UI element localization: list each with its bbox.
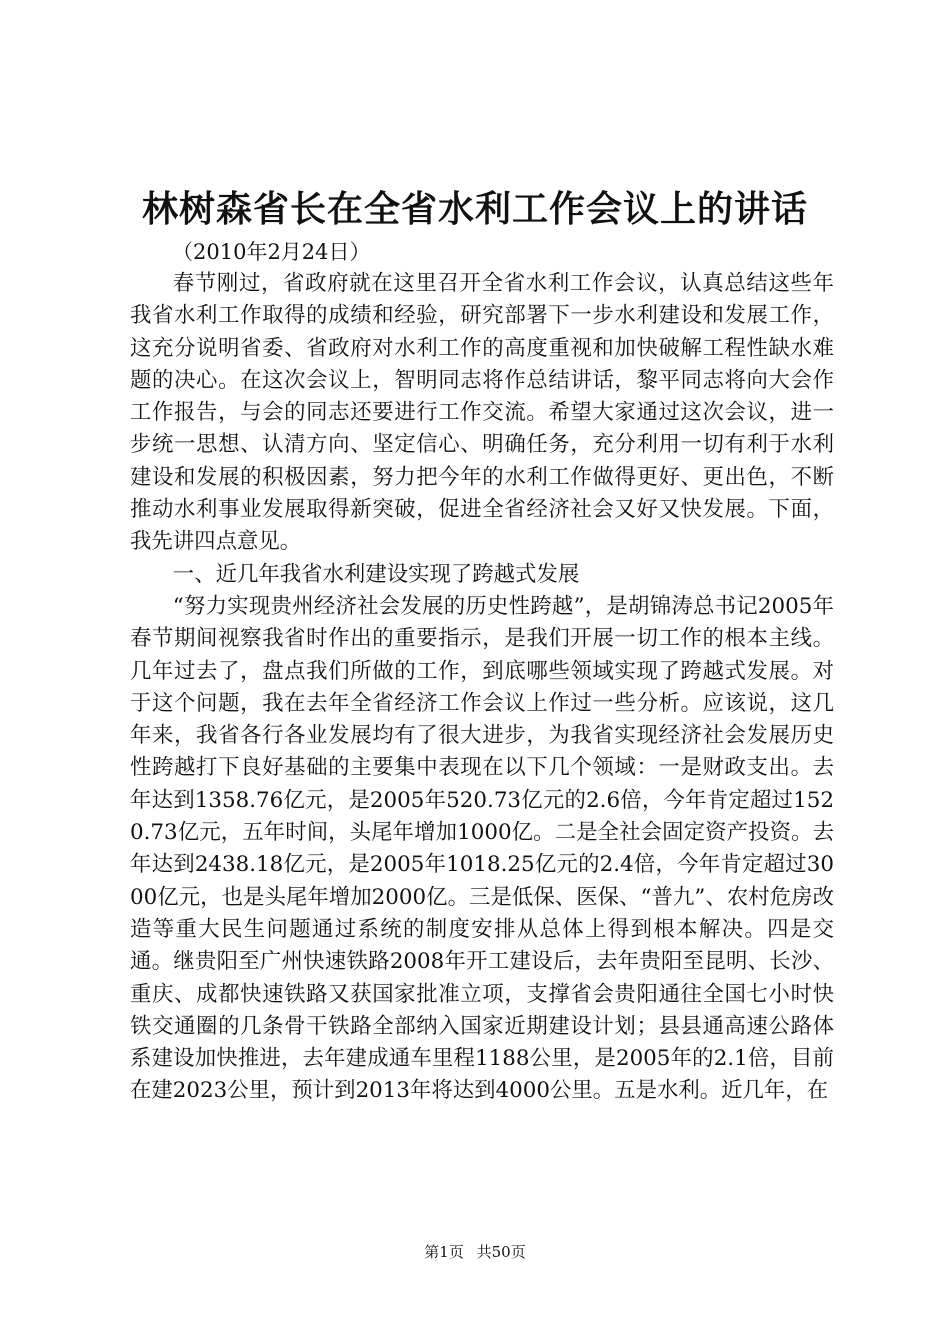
page-footer <box>0 1240 950 1264</box>
section-heading: 一、近几年我省水利建设实现了跨越式发展 <box>172 561 580 587</box>
page-total: 共50页 <box>476 1243 526 1261</box>
document-date: （2010年2月24日） <box>172 240 371 264</box>
document-title: 林树森省长在全省水利工作会议上的讲话 <box>141 189 808 230</box>
page-number: 第1页 <box>424 1243 464 1261</box>
section-paragraph: “努力实现贵州经济社会发展的历史性跨越”，是胡锦涛总书记2005年春节期间视察我省时作出的重要指示，是我们开展一切工作的根本主线。几年过去了，盘点我们所做的工作，到底哪些领域实现了跨越式发展。对于这个问题，我在去年全省经济工作会议上作过一些分析。应该说，这几年来，我省各行各业发展均有了很大进步，为我省实现经济社会发展历史性跨越打下良好基础的主要集中表现在以下几个领域：一是财政支出。去年达到1358.76亿元，是2005年520.73亿元的2.6倍，今年肯定超过1520.73亿元，五年时间，头尾年增加1000亿。二是全社会固定资产投资。去年达到2438.18亿元，是2005年1018.25亿元的2.4倍，今年肯定超过3000亿元，也是头尾年增加2000亿。三是低保、医保、“普九”、农村危房改造等重大民生问题通过系统的制度安排从总体上得到根本解决。四是交通。继贵阳至广州快速铁路2008年开工建设后，去年贵阳至昆明、长沙、重庆、成都快速铁路又获国家批准立项，支撑省会贵阳通往全国七小时快铁交通圈的几条骨干铁路全部纳入国家近期建设计划；县县通高速公路体系建设加快推进，去年建成通车里程1188公里，是2005年的2.1倍，目前在建2023公里，预计到2013年将达到4000公里。五是水利。近几年，在 <box>130 593 834 1104</box>
intro-paragraph: 春节刚过，省政府就在这里召开全省水利工作会议，认真总结这些年我省水利工作取得的成绩和经验，研究部署下一步水利建设和发展工作，这充分说明省委、省政府对水利工作的高度重视和加快破解工程性缺水难题的决心。在这次会议上，智明同志将作总结讲话，黎平同志将向大会作工作报告，与会的同志还要进行工作交流。希望大家通过这次会议，进一步统一思想、认清方向、坚定信心、明确任务，充分利用一切有利于水利建设和发展的积极因素，努力把今年的水利工作做得更好、更出色，不断推动水利事业发展取得新突破，促进全省经济社会又好又快发展。下面，我先讲四点意见。 <box>130 271 834 555</box>
document-body <box>130 268 834 1108</box>
